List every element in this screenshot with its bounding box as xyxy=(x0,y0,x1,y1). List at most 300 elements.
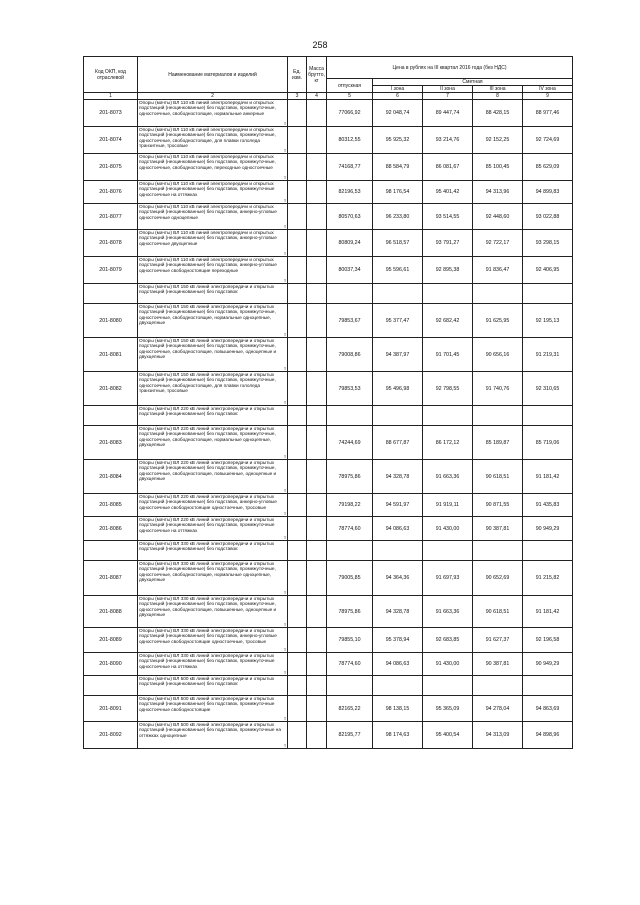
row-code: 201-8087 xyxy=(84,561,138,596)
row-name xyxy=(138,541,288,561)
row-zone-4-price: 94 863,69 xyxy=(523,696,573,722)
row-unit xyxy=(288,154,307,181)
row-mass xyxy=(307,696,327,722)
row-unit-mark: т xyxy=(283,198,286,203)
row-release-price: 74168,77 xyxy=(327,154,373,181)
header-unit: Ед. изм. xyxy=(288,57,307,93)
col-number: 1 xyxy=(84,93,138,100)
table-row xyxy=(84,722,573,749)
row-zone-3-price: 90 871,55 xyxy=(473,494,523,517)
row-name-text: Опоры (мачты) ВЛ 150 кВ линий электропередачи и открытых подстанций (неоцинкованные) без подставок, промежуточные, одностоечные, свободностоящие, повышенные, одноцепные и двухцепные xyxy=(139,338,277,360)
row-unit-mark: т xyxy=(283,670,286,675)
row-name xyxy=(138,154,288,181)
row-release-price: 79855,10 xyxy=(327,628,373,653)
row-release-price: 78975,86 xyxy=(327,460,373,494)
row-zone-1-price: 95 596,61 xyxy=(373,257,423,284)
row-zone-1-price: 94 387,97 xyxy=(373,338,423,372)
row-zone-2-price: 91 430,00 xyxy=(423,653,473,676)
row-zone-2-price: 89 447,74 xyxy=(423,100,473,127)
row-unit-mark: т xyxy=(283,622,286,627)
row-mass xyxy=(307,204,327,230)
row-unit-mark: т xyxy=(283,454,286,459)
row-zone-4-price: 93 022,88 xyxy=(523,204,573,230)
row-zone-2-price: 91 430,00 xyxy=(423,517,473,541)
table-row xyxy=(84,338,573,372)
row-code: 201-8082 xyxy=(84,372,138,406)
row-release-price: 82195,77 xyxy=(327,722,373,749)
row-zone-3-price xyxy=(473,284,523,304)
row-mass xyxy=(307,494,327,517)
row-release-price: 80037,34 xyxy=(327,257,373,284)
row-name-text: Опоры (мачты) ВЛ 110 кВ линий электропередачи и открытых подстанций (неоцинкованные) без подставок, анкерно-угловые одностоечные свободностоящие переходные xyxy=(139,257,277,273)
row-zone-1-price: 88 677,87 xyxy=(373,426,423,460)
row-unit-mark: т xyxy=(283,590,286,595)
row-code xyxy=(84,284,138,304)
table-row xyxy=(84,596,573,628)
table-row xyxy=(84,230,573,257)
row-mass xyxy=(307,372,327,406)
row-zone-3-price: 92 152,25 xyxy=(473,127,523,154)
row-release-price: 80809,24 xyxy=(327,230,373,257)
row-zone-1-price: 98 138,15 xyxy=(373,696,423,722)
row-mass xyxy=(307,676,327,696)
row-unit xyxy=(288,541,307,561)
table-row xyxy=(84,181,573,204)
header-zone-3: III зона xyxy=(473,86,523,93)
row-zone-2-price: 91 663,36 xyxy=(423,460,473,494)
row-mass xyxy=(307,561,327,596)
row-zone-2-price: 86 081,67 xyxy=(423,154,473,181)
row-name-text: Опоры (мачты) ВЛ 500 кВ линий электропередачи и открытых подстанций (неоцинкованные) без подставок, промежуточные одностоечные свободностоящие xyxy=(139,696,275,712)
row-name-text: Опоры (мачты) ВЛ 110 кВ линий электропередачи и открытых подстанций (неоцинкованные) без подставок, промежуточные, одностоечные, свободностоящие, нормальные анкерные xyxy=(139,100,276,116)
row-unit-mark: т xyxy=(283,511,286,516)
page-number: 258 xyxy=(312,40,328,50)
row-name-text: Опоры (мачты) ВЛ 220 кВ линий электропередачи и открытых подстанций (неоцинкованные) без подставок, промежуточные одностоечные на оттяжках xyxy=(139,517,275,533)
row-release-price xyxy=(327,541,373,561)
row-code: 201-8089 xyxy=(84,628,138,653)
row-zone-1-price: 94 328,78 xyxy=(373,596,423,628)
row-name-text: Опоры (мачты) ВЛ 500 кВ линий электропередачи и открытых подстанций (неоцинкованные) без подставок: xyxy=(139,676,275,687)
row-zone-4-price: 92 724,69 xyxy=(523,127,573,154)
row-code: 201-8074 xyxy=(84,127,138,154)
row-zone-4-price: 91 219,31 xyxy=(523,338,573,372)
row-unit xyxy=(288,722,307,749)
row-release-price: 78975,86 xyxy=(327,596,373,628)
row-zone-3-price: 92 722,17 xyxy=(473,230,523,257)
row-code: 201-8084 xyxy=(84,460,138,494)
row-release-price: 79198,22 xyxy=(327,494,373,517)
row-name-text: Опоры (мачты) ВЛ 150 кВ линий электропередачи и открытых подстанций (неоцинкованные) без подставок, промежуточные, одностоечные, свободностоящие, нормальные одноцепные, двухцепные xyxy=(139,304,276,326)
row-release-price xyxy=(327,406,373,426)
row-zone-4-price: 91 215,82 xyxy=(523,561,573,596)
row-name-text: Опоры (мачты) ВЛ 330 кВ линий электропередачи и открытых подстанций (неоцинкованные) без подставок, промежуточные, одностоечные, свободностоящие, нормальные одноцепные, двухцепные xyxy=(139,561,276,583)
row-name xyxy=(138,722,288,749)
row-mass xyxy=(307,596,327,628)
table-row xyxy=(84,204,573,230)
row-unit-mark: т xyxy=(283,400,286,405)
row-zone-2-price: 92 682,42 xyxy=(423,304,473,338)
row-release-price: 79853,67 xyxy=(327,304,373,338)
row-release-price xyxy=(327,676,373,696)
row-unit-mark: т xyxy=(283,224,286,229)
row-zone-4-price: 91 435,83 xyxy=(523,494,573,517)
row-unit xyxy=(288,460,307,494)
row-zone-1-price: 94 364,36 xyxy=(373,561,423,596)
table-row xyxy=(84,494,573,517)
row-unit xyxy=(288,494,307,517)
row-name xyxy=(138,426,288,460)
row-unit-mark: т xyxy=(283,366,286,371)
row-unit-mark: т xyxy=(283,535,286,540)
table-row xyxy=(84,154,573,181)
row-name xyxy=(138,561,288,596)
row-zone-3-price: 90 387,81 xyxy=(473,653,523,676)
row-unit xyxy=(288,696,307,722)
price-table xyxy=(83,56,573,749)
row-name-text: Опоры (мачты) ВЛ 110 кВ линий электропередачи и открытых подстанций (неоцинкованные) без подставок, анкерно-угловые одностоечные одноцепные xyxy=(139,204,277,220)
row-name-text: Опоры (мачты) ВЛ 150 кВ линий электропередачи и открытых подстанций (неоцинкованные) без подставок: xyxy=(139,284,275,295)
row-zone-2-price: 92 798,55 xyxy=(423,372,473,406)
table-row xyxy=(84,127,573,154)
row-unit xyxy=(288,284,307,304)
row-zone-4-price xyxy=(523,541,573,561)
row-release-price: 82196,53 xyxy=(327,181,373,204)
row-zone-3-price xyxy=(473,676,523,696)
row-zone-1-price: 96 518,57 xyxy=(373,230,423,257)
row-zone-3-price: 91 625,95 xyxy=(473,304,523,338)
row-code: 201-8083 xyxy=(84,426,138,460)
row-name xyxy=(138,338,288,372)
row-zone-4-price: 90 949,29 xyxy=(523,517,573,541)
row-mass xyxy=(307,100,327,127)
table-row xyxy=(84,460,573,494)
row-zone-1-price: 95 925,32 xyxy=(373,127,423,154)
header-price-title: Цена в рублях на III квартал 2016 года (без НДС) xyxy=(327,57,573,79)
row-name xyxy=(138,460,288,494)
row-release-price: 78774,60 xyxy=(327,653,373,676)
row-zone-3-price: 90 618,51 xyxy=(473,596,523,628)
row-name xyxy=(138,653,288,676)
row-unit-mark: т xyxy=(283,716,286,721)
row-zone-2-price: 95 401,42 xyxy=(423,181,473,204)
row-code: 201-8086 xyxy=(84,517,138,541)
row-zone-2-price: 91 663,36 xyxy=(423,596,473,628)
row-mass xyxy=(307,653,327,676)
col-number: 8 xyxy=(473,93,523,100)
row-name xyxy=(138,494,288,517)
row-unit xyxy=(288,204,307,230)
row-code: 201-8088 xyxy=(84,596,138,628)
row-code: 201-8073 xyxy=(84,100,138,127)
row-zone-1-price: 95 378,94 xyxy=(373,628,423,653)
row-unit-mark: т xyxy=(283,175,286,180)
table-row xyxy=(84,628,573,653)
row-name-text: Опоры (мачты) ВЛ 330 кВ линий электропередачи и открытых подстанций (неоцинкованные) без подставок, промежуточные одностоечные на оттяжках xyxy=(139,653,275,669)
row-name-text: Опоры (мачты) ВЛ 110 кВ линий электропередачи и открытых подстанций (неоцинкованные) без подставок, промежуточные, одностоечные, свободностоящие, переходные одностоечные xyxy=(139,154,276,170)
row-zone-2-price: 93 791,27 xyxy=(423,230,473,257)
row-zone-1-price: 98 174,63 xyxy=(373,722,423,749)
table-row xyxy=(84,676,573,696)
row-unit-mark: т xyxy=(283,743,286,748)
row-name-text: Опоры (мачты) ВЛ 220 кВ линий электропередачи и открытых подстанций (неоцинкованные) без подставок, промежуточные, одностоечные, свободностоящие, повышенные, одноцепные и двухцепные xyxy=(139,460,277,482)
row-mass xyxy=(307,230,327,257)
row-zone-3-price: 85 100,45 xyxy=(473,154,523,181)
row-unit xyxy=(288,426,307,460)
table-row xyxy=(84,517,573,541)
row-zone-3-price: 91 740,76 xyxy=(473,372,523,406)
row-code: 201-8077 xyxy=(84,204,138,230)
row-zone-2-price: 93 214,76 xyxy=(423,127,473,154)
row-zone-2-price: 86 172,12 xyxy=(423,426,473,460)
row-unit xyxy=(288,596,307,628)
row-name-text: Опоры (мачты) ВЛ 330 кВ линий электропередачи и открытых подстанций (неоцинкованные) без подставок, анкерно-угловые одностоечные свободностоящие одностоечные, тросовые xyxy=(139,628,277,644)
row-code: 201-8079 xyxy=(84,257,138,284)
row-zone-4-price: 92 310,65 xyxy=(523,372,573,406)
row-code xyxy=(84,541,138,561)
table-row xyxy=(84,541,573,561)
row-zone-3-price: 85 189,87 xyxy=(473,426,523,460)
row-unit xyxy=(288,100,307,127)
col-number: 7 xyxy=(423,93,473,100)
row-zone-1-price: 94 086,63 xyxy=(373,517,423,541)
row-zone-1-price: 92 048,74 xyxy=(373,100,423,127)
row-release-price: 78774,60 xyxy=(327,517,373,541)
header-zone-2: II зона xyxy=(423,86,473,93)
table-row xyxy=(84,653,573,676)
row-zone-2-price: 95 400,54 xyxy=(423,722,473,749)
row-zone-4-price: 90 949,29 xyxy=(523,653,573,676)
col-number: 4 xyxy=(307,93,327,100)
row-zone-2-price xyxy=(423,406,473,426)
row-name xyxy=(138,372,288,406)
col-number: 3 xyxy=(288,93,307,100)
row-code: 201-8075 xyxy=(84,154,138,181)
row-name-text: Опоры (мачты) ВЛ 330 кВ линий электропередачи и открытых подстанций (неоцинкованные) без подставок, промежуточные, одностоечные, свободностоящие, повышенные, одноцепные и двухцепные xyxy=(139,596,277,618)
row-zone-2-price: 92 683,85 xyxy=(423,628,473,653)
row-zone-4-price: 91 181,42 xyxy=(523,460,573,494)
row-zone-4-price xyxy=(523,406,573,426)
row-mass xyxy=(307,284,327,304)
row-release-price: 79008,86 xyxy=(327,338,373,372)
row-name xyxy=(138,181,288,204)
row-zone-4-price: 94 899,83 xyxy=(523,181,573,204)
row-unit-mark: т xyxy=(283,148,286,153)
col-number: 2 xyxy=(138,93,288,100)
row-mass xyxy=(307,517,327,541)
table-row xyxy=(84,696,573,722)
row-unit xyxy=(288,257,307,284)
row-zone-1-price xyxy=(373,284,423,304)
row-zone-2-price xyxy=(423,541,473,561)
row-name xyxy=(138,628,288,653)
row-unit xyxy=(288,561,307,596)
row-zone-4-price: 85 719,06 xyxy=(523,426,573,460)
row-zone-4-price: 85 629,09 xyxy=(523,154,573,181)
row-name-text: Опоры (мачты) ВЛ 220 кВ линий электропередачи и открытых подстанций (неоцинкованные) без подставок, анкерно-угловые одностоечные свободностоящие одностоечные, тросовые xyxy=(139,494,277,510)
row-name xyxy=(138,230,288,257)
row-name xyxy=(138,284,288,304)
row-mass xyxy=(307,127,327,154)
row-unit xyxy=(288,230,307,257)
row-code: 201-8092 xyxy=(84,722,138,749)
row-name xyxy=(138,676,288,696)
row-zone-4-price: 88 977,46 xyxy=(523,100,573,127)
row-name xyxy=(138,204,288,230)
header-name: Наименование материалов и изделий xyxy=(138,57,288,93)
header-zone-1: I зона xyxy=(373,86,423,93)
header-release: отпускная xyxy=(327,79,373,93)
row-mass xyxy=(307,304,327,338)
row-zone-3-price: 90 652,69 xyxy=(473,561,523,596)
row-zone-2-price: 91 697,93 xyxy=(423,561,473,596)
table-row xyxy=(84,372,573,406)
row-zone-3-price: 91 627,37 xyxy=(473,628,523,653)
row-zone-2-price: 92 895,38 xyxy=(423,257,473,284)
row-zone-1-price: 88 584,79 xyxy=(373,154,423,181)
row-zone-1-price: 95 377,47 xyxy=(373,304,423,338)
row-zone-1-price: 95 496,98 xyxy=(373,372,423,406)
row-unit-mark: т xyxy=(283,488,286,493)
row-name-text: Опоры (мачты) ВЛ 110 кВ линий электропередачи и открытых подстанций (неоцинкованные) без подставок, промежуточные одностоечные на оттяжках xyxy=(139,181,275,197)
row-code: 201-8076 xyxy=(84,181,138,204)
row-mass xyxy=(307,541,327,561)
row-zone-3-price xyxy=(473,541,523,561)
row-name xyxy=(138,596,288,628)
row-zone-2-price xyxy=(423,284,473,304)
row-zone-2-price: 91 919,11 xyxy=(423,494,473,517)
row-mass xyxy=(307,460,327,494)
row-zone-4-price: 92 195,13 xyxy=(523,304,573,338)
row-unit-mark: т xyxy=(283,251,286,256)
row-code: 201-8078 xyxy=(84,230,138,257)
row-zone-3-price: 92 448,60 xyxy=(473,204,523,230)
row-code xyxy=(84,406,138,426)
row-unit-mark: т xyxy=(283,121,286,126)
row-name xyxy=(138,517,288,541)
row-zone-1-price xyxy=(373,541,423,561)
row-zone-4-price: 92 196,58 xyxy=(523,628,573,653)
row-name xyxy=(138,257,288,284)
row-mass xyxy=(307,154,327,181)
col-number: 9 xyxy=(523,93,573,100)
row-name-text: Опоры (мачты) ВЛ 220 кВ линий электропередачи и открытых подстанций (неоцинкованные) без подставок, промежуточные, одностоечные, свободностоящие, нормальные одноцепные, двухцепные xyxy=(139,426,276,448)
row-name xyxy=(138,127,288,154)
col-number: 6 xyxy=(373,93,423,100)
row-name-text: Опоры (мачты) ВЛ 110 кВ линий электропередачи и открытых подстанций (неоцинкованные) без подставок, промежуточные, одностоечные, свободностоящие, для плавки гололеда транзитные, тросовые xyxy=(139,127,276,149)
table-row xyxy=(84,406,573,426)
row-name-text: Опоры (мачты) ВЛ 150 кВ линий электропередачи и открытых подстанций (неоцинкованные) без подставок, промежуточные, одностоечные, свободностоящие, для плавки гололеда транзитные, тросовые xyxy=(139,372,276,394)
row-name xyxy=(138,406,288,426)
row-mass xyxy=(307,257,327,284)
row-zone-4-price: 94 898,96 xyxy=(523,722,573,749)
table-row xyxy=(84,561,573,596)
row-unit xyxy=(288,372,307,406)
row-unit xyxy=(288,653,307,676)
row-release-price: 79853,53 xyxy=(327,372,373,406)
row-release-price: 77066,92 xyxy=(327,100,373,127)
table-row xyxy=(84,426,573,460)
row-unit xyxy=(288,304,307,338)
row-zone-1-price: 94 591,97 xyxy=(373,494,423,517)
row-zone-3-price: 90 387,81 xyxy=(473,517,523,541)
row-zone-1-price xyxy=(373,676,423,696)
row-zone-1-price: 98 176,54 xyxy=(373,181,423,204)
row-zone-4-price: 91 181,42 xyxy=(523,596,573,628)
row-release-price: 80312,55 xyxy=(327,127,373,154)
table-row xyxy=(84,100,573,127)
table-row xyxy=(84,257,573,284)
row-zone-3-price: 91 836,47 xyxy=(473,257,523,284)
row-zone-2-price: 91 701,45 xyxy=(423,338,473,372)
row-unit xyxy=(288,676,307,696)
row-release-price: 74244,69 xyxy=(327,426,373,460)
row-unit xyxy=(288,517,307,541)
row-zone-3-price: 90 618,51 xyxy=(473,460,523,494)
row-zone-1-price: 94 086,63 xyxy=(373,653,423,676)
row-mass xyxy=(307,338,327,372)
row-zone-3-price: 88 428,15 xyxy=(473,100,523,127)
row-mass xyxy=(307,181,327,204)
row-code xyxy=(84,676,138,696)
row-code: 201-8080 xyxy=(84,304,138,338)
row-code: 201-8081 xyxy=(84,338,138,372)
row-unit-mark: т xyxy=(283,647,286,652)
row-name xyxy=(138,696,288,722)
row-unit xyxy=(288,181,307,204)
row-zone-3-price: 90 656,16 xyxy=(473,338,523,372)
header-estimate: Сметная xyxy=(373,79,573,86)
row-unit-mark: т xyxy=(283,278,286,283)
row-name xyxy=(138,304,288,338)
row-mass xyxy=(307,406,327,426)
header-mass: Масса брутто, кг xyxy=(307,57,327,93)
row-name-text: Опоры (мачты) ВЛ 330 кВ линий электропередачи и открытых подстанций (неоцинкованные) без подставок: xyxy=(139,541,275,552)
row-zone-2-price xyxy=(423,676,473,696)
row-zone-2-price: 95 365,09 xyxy=(423,696,473,722)
row-unit xyxy=(288,127,307,154)
row-unit xyxy=(288,338,307,372)
row-mass xyxy=(307,722,327,749)
row-zone-4-price: 92 406,95 xyxy=(523,257,573,284)
row-release-price: 79005,85 xyxy=(327,561,373,596)
row-zone-2-price: 93 514,55 xyxy=(423,204,473,230)
row-zone-3-price: 94 313,96 xyxy=(473,181,523,204)
row-zone-1-price xyxy=(373,406,423,426)
table-body xyxy=(84,100,573,749)
row-release-price: 82165,22 xyxy=(327,696,373,722)
row-zone-3-price: 94 278,04 xyxy=(473,696,523,722)
row-zone-4-price xyxy=(523,284,573,304)
row-mass xyxy=(307,426,327,460)
row-mass xyxy=(307,628,327,653)
row-code: 201-8085 xyxy=(84,494,138,517)
row-release-price: 80570,63 xyxy=(327,204,373,230)
row-name-text: Опоры (мачты) ВЛ 500 кВ линий электропередачи и открытых подстанций (неоцинкованные) без подставок, промежуточные на оттяжках одноцепные xyxy=(139,722,281,738)
row-name-text: Опоры (мачты) ВЛ 220 кВ линий электропередачи и открытых подстанций (неоцинкованные) без подставок: xyxy=(139,406,275,417)
row-zone-4-price xyxy=(523,676,573,696)
row-unit xyxy=(288,628,307,653)
row-name xyxy=(138,100,288,127)
row-zone-1-price: 96 233,80 xyxy=(373,204,423,230)
row-zone-3-price: 94 313,09 xyxy=(473,722,523,749)
header-code: Код ОКП, код отраслевой xyxy=(84,57,138,93)
row-code: 201-8090 xyxy=(84,653,138,676)
row-zone-4-price: 93 298,15 xyxy=(523,230,573,257)
table-row xyxy=(84,284,573,304)
row-zone-3-price xyxy=(473,406,523,426)
row-release-price xyxy=(327,284,373,304)
row-zone-1-price: 94 328,78 xyxy=(373,460,423,494)
